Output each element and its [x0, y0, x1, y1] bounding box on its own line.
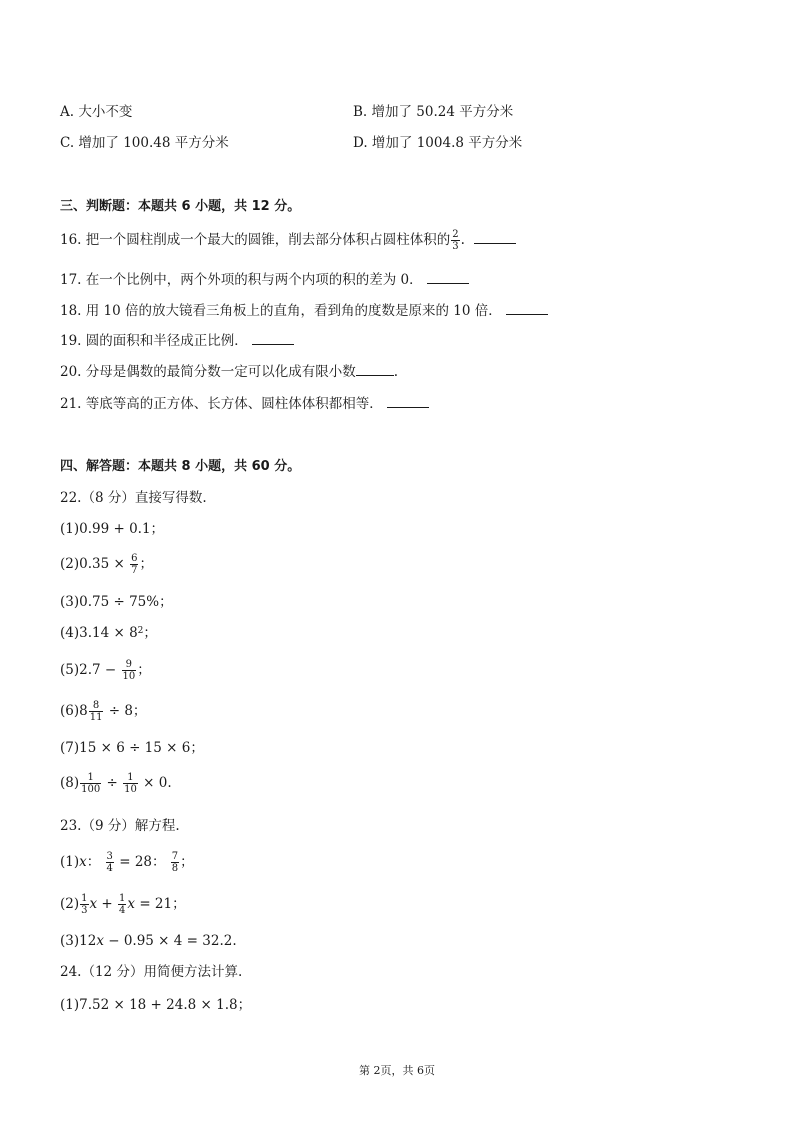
q21-text: 21. 等底等高的正方体、长方体、圆柱体体积都相等．: [60, 396, 383, 412]
choice-d: D. 增加了 1004.8 平方分米: [353, 135, 523, 151]
question-17: [60, 270, 469, 290]
q23-title: 23.（9 分）解方程.: [60, 818, 180, 834]
q23-p1-post: ；: [180, 854, 194, 870]
q18-text: 18. 用 10 倍的放大镜看三角板上的直角，看到角的度数是原来的 10 倍．: [60, 303, 502, 319]
q22-p4-pre: (4)3.14 × 8: [60, 625, 138, 641]
q22-p5-fraction: [122, 659, 137, 682]
q23-part-2: [60, 893, 186, 916]
q23-p2-var-1: x: [89, 896, 98, 912]
q22-p2-pre: (2)0.35 ×: [60, 556, 130, 572]
q23-part-3: [60, 931, 237, 951]
choice-b: B. 增加了 50.24 平方分米: [353, 104, 514, 120]
q22-part-2: [60, 553, 153, 576]
q19-answer-blank[interactable]: [252, 331, 294, 345]
q19-text: 19. 圆的面积和半径成正比例．: [60, 333, 248, 349]
choice-a: A. 大小不变: [60, 104, 133, 120]
q16-tail: .: [460, 232, 465, 248]
q22-part-6: [60, 700, 146, 723]
q22-p8-fraction-1: [80, 772, 101, 795]
q20-tail: .: [393, 364, 399, 380]
q23-p3-pre: (3)12: [60, 933, 97, 949]
q22-p6-den: 11: [89, 712, 103, 723]
q20-text: 20. 分母是偶数的最简分数一定可以化成有限小数: [60, 364, 356, 380]
q22-p8-fraction-2: [123, 772, 138, 795]
q23-part-1: [60, 851, 194, 874]
q23-p1-fraction-1: [106, 851, 114, 874]
q22-part-8: [60, 772, 172, 795]
section3-heading: 三、判断题：本题共 6 小题，共 12 分。: [60, 199, 301, 214]
q23-p2-var-2: x: [127, 896, 136, 912]
q22-p5-num: 9: [122, 659, 137, 671]
q23-p1-num-2: 7: [171, 851, 179, 862]
q22-p8-pre: (8): [60, 775, 80, 791]
q16-text: 16. 把一个圆柱削成一个最大的圆锥，削去部分体积占圆柱体积的: [60, 232, 451, 248]
q23-p1-den-2: 8: [171, 863, 179, 874]
q21-answer-blank[interactable]: [387, 394, 429, 408]
q22-part-5: [60, 659, 151, 682]
q23-p1-pre: (1): [60, 854, 80, 870]
q22-part-1: (1)0.99 + 0.1；: [60, 521, 165, 537]
q23-p2-num-2: 1: [119, 893, 126, 904]
q23-p3-post: − 0.95 × 4 = 32.2.: [103, 933, 237, 949]
q22-p8-num-2: 1: [123, 772, 138, 784]
q22-part-3: (3)0.75 ÷ 75%；: [60, 594, 173, 610]
q22-p4-exponent: 2: [137, 626, 144, 636]
q22-part-4: [60, 623, 157, 643]
question-19: [60, 331, 294, 351]
q16-frac-num: 2: [452, 229, 459, 240]
q23-p1-eq: = 28：: [114, 854, 170, 870]
q22-p6-fraction: [89, 700, 104, 723]
question-21: [60, 394, 429, 414]
q22-p8-den-2: 10: [124, 784, 137, 795]
q22-p6-num: 8: [89, 700, 104, 712]
q23-p2-post: = 21；: [135, 896, 186, 912]
q23-p1-fraction-2: [171, 851, 179, 874]
q22-part-7: (7)15 × 6 ÷ 15 × 6；: [60, 740, 204, 756]
q22-p8-num-1: 1: [80, 772, 101, 784]
q22-p5-post: ；: [137, 662, 151, 678]
q24-title: 24.（12 分）用简便方法计算.: [60, 964, 243, 980]
q22-p5-den: 10: [122, 671, 136, 682]
q17-text: 17. 在一个比例中，两个外项的积与两个内项的积的差为 0．: [60, 272, 423, 288]
question-16: [60, 229, 516, 252]
q23-p1-colon: ：: [86, 854, 105, 870]
q22-p2-den: 7: [131, 565, 138, 576]
section4-heading: 四、解答题：本题共 8 小题，共 60 分。: [60, 459, 301, 474]
q16-fraction: [451, 229, 459, 252]
q23-p3-var: x: [96, 933, 104, 949]
q22-p8-den-1: 100: [81, 784, 101, 795]
q22-p8-post: × 0.: [138, 775, 172, 791]
q23-p2-num-1: 1: [81, 893, 88, 904]
q22-p8-mid: ÷: [102, 775, 123, 791]
q23-p2-pre: (2): [60, 896, 80, 912]
q16-frac-den: 3: [452, 241, 459, 252]
q23-p1-var: x: [79, 854, 87, 870]
choice-c: C. 增加了 100.48 平方分米: [60, 135, 229, 151]
q24-part-1: (1)7.52 × 18 + 24.8 × 1.8；: [60, 997, 252, 1013]
q22-p6-post: ÷ 8；: [104, 703, 147, 719]
q23-p1-den-1: 4: [106, 863, 113, 874]
q17-answer-blank[interactable]: [427, 270, 469, 284]
q22-p6-pre: (6)8: [60, 703, 88, 719]
question-18: [60, 301, 548, 321]
q23-p1-num-1: 3: [106, 851, 113, 862]
q22-title: 22.（8 分）直接写得数.: [60, 490, 207, 506]
q18-answer-blank[interactable]: [506, 301, 548, 315]
q23-p2-den-2: 4: [119, 905, 126, 916]
q16-answer-blank[interactable]: [474, 230, 516, 244]
q23-p2-den-1: 3: [81, 905, 88, 916]
q22-p5-pre: (5)2.7 −: [60, 662, 121, 678]
q22-p4-post: ；: [143, 625, 157, 641]
q22-p2-post: ；: [139, 556, 153, 572]
question-20: [60, 362, 398, 382]
q22-p2-num: 6: [131, 553, 138, 564]
q23-p2-fraction-2: [118, 893, 126, 916]
q23-p2-plus: +: [97, 896, 118, 912]
q23-p2-fraction-1: [80, 893, 88, 916]
q22-p2-fraction: [130, 553, 138, 576]
q20-answer-blank[interactable]: [356, 362, 394, 376]
page-footer: 第 2页，共 6页: [359, 1064, 435, 1077]
